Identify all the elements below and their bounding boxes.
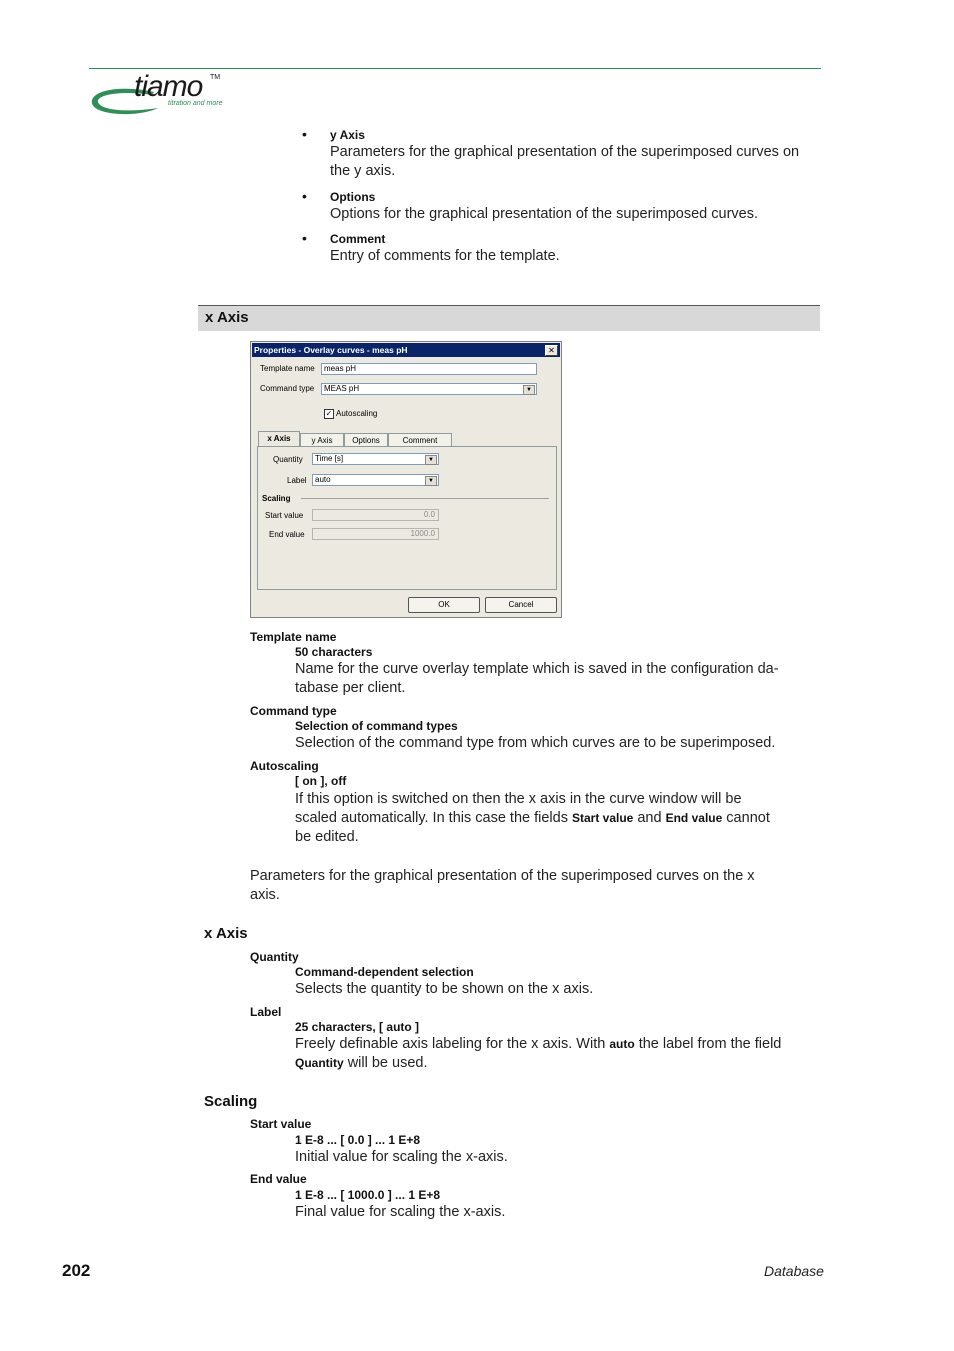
param-title-start-value: Start value — [250, 1117, 312, 1131]
chevron-down-icon[interactable]: ▼ — [425, 476, 437, 486]
param-title-label: Label — [250, 1005, 282, 1019]
param-sub-start-value: 1 E-8 ... [ 0.0 ] ... 1 E+8 — [295, 1133, 421, 1147]
end-value-label: End value — [269, 530, 305, 539]
footer-section: Database — [764, 1263, 824, 1279]
header-rule — [89, 68, 821, 69]
scaling-divider — [301, 498, 549, 499]
scaling-group-label: Scaling — [262, 494, 291, 503]
param-title-quantity: Quantity — [250, 950, 299, 964]
autoscaling-checkbox[interactable]: ✓ — [325, 409, 333, 418]
intro-text-1: Parameters for the graphical presentation of the superimposed curves on the x — [250, 868, 755, 884]
end-value-input[interactable]: 1000.0 — [312, 528, 439, 540]
label-value: auto — [315, 475, 331, 484]
command-type-value: MEAS pH — [324, 384, 360, 393]
param-text-template-name-2: tabase per client. — [295, 680, 406, 696]
bullet-text-y-axis: Parameters for the graphical presentation of the superimposed curves on the y axis. — [330, 144, 800, 179]
param-sub-label: 25 characters, [ auto ] — [295, 1020, 420, 1034]
param-text-start-value: Initial value for scaling the x-axis. — [295, 1149, 508, 1165]
bullet-dot-icon: • — [302, 126, 307, 142]
start-value-label: Start value — [265, 511, 304, 520]
param-text-label-2: Quantity will be used. — [295, 1055, 428, 1071]
tab-options[interactable]: Options — [344, 433, 388, 446]
param-sub-command-type: Selection of command types — [295, 719, 458, 733]
tab-y-axis[interactable]: y Axis — [300, 433, 344, 446]
param-title-end-value: End value — [250, 1172, 307, 1186]
dialog-title: Properties - Overlay curves - meas pH — [254, 345, 408, 355]
command-type-label: Command type — [260, 384, 315, 393]
logo-tagline: titration and more — [168, 100, 223, 107]
tiamo-logo — [88, 70, 238, 118]
param-sub-autoscaling: [ on ], off — [295, 774, 347, 788]
param-sub-quantity: Command-dependent selection — [295, 965, 474, 979]
intro-text-2: axis. — [250, 887, 280, 903]
close-icon[interactable]: ✕ — [545, 345, 558, 356]
inline-auto: auto — [609, 1037, 635, 1051]
bullet-dot-icon: • — [302, 188, 307, 204]
bullet-text-options: Options for the graphical presentation of the superimposed curves. — [330, 206, 758, 222]
inline-end-value: End value — [665, 811, 723, 825]
properties-dialog — [250, 341, 562, 618]
inline-start-value: Start value — [571, 811, 634, 825]
param-title-autoscaling: Autoscaling — [250, 759, 319, 773]
tab-comment[interactable]: Comment — [388, 433, 452, 446]
label-label: Label — [287, 476, 307, 485]
quantity-value: Time [s] — [315, 454, 344, 463]
quantity-select[interactable] — [312, 453, 439, 465]
inline-quantity: Quantity — [295, 1056, 344, 1070]
param-text-autoscaling-2: scaled automatically. In this case the fields Start value and End value cannot — [295, 810, 770, 826]
bullet-text-comment: Entry of comments for the template. — [330, 248, 560, 264]
label-select[interactable] — [312, 474, 439, 486]
chevron-down-icon[interactable]: ▼ — [523, 385, 535, 395]
param-sub-end-value: 1 E-8 ... [ 1000.0 ] ... 1 E+8 — [295, 1188, 441, 1202]
bullet-title-options: Options — [330, 190, 376, 204]
quantity-label: Quantity — [273, 455, 303, 464]
autoscaling-label: Autoscaling — [336, 409, 378, 418]
cancel-button[interactable]: Cancel — [485, 597, 557, 613]
bullet-dot-icon: • — [302, 230, 307, 246]
page-number: 202 — [62, 1261, 91, 1280]
param-text-label-1: Freely definable axis labeling for the x axis. With auto the label from the field — [295, 1036, 782, 1052]
param-title-command-type: Command type — [250, 704, 337, 718]
section-bar-title: x Axis — [205, 309, 249, 326]
param-text-autoscaling-3: be edited. — [295, 829, 359, 845]
param-text-end-value: Final value for scaling the x-axis. — [295, 1204, 506, 1220]
param-text-autoscaling-1: If this option is switched on then the x axis in the curve window will be — [295, 791, 742, 807]
dialog-titlebar — [252, 343, 560, 357]
chevron-down-icon[interactable]: ▼ — [425, 455, 437, 465]
param-sub-template-name: 50 characters — [295, 645, 373, 659]
start-value-input[interactable]: 0.0 — [312, 509, 439, 521]
param-text-template-name-1: Name for the curve overlay template which is saved in the configuration da- — [295, 661, 779, 677]
bullet-title-y-axis: y Axis — [330, 128, 365, 142]
command-type-select[interactable] — [321, 383, 537, 395]
param-title-template-name: Template name — [250, 630, 337, 644]
x-axis-heading: x Axis — [204, 925, 248, 942]
template-name-label: Template name — [260, 364, 315, 373]
logo-word: tiamo — [134, 70, 203, 103]
param-text-command-type: Selection of the command type from which curves are to be superimposed. — [295, 735, 776, 751]
logo-trademark: TM — [210, 74, 221, 81]
section-bar — [198, 305, 820, 331]
scaling-heading: Scaling — [204, 1093, 258, 1110]
param-text-quantity: Selects the quantity to be shown on the x axis. — [295, 981, 594, 997]
bullet-title-comment: Comment — [330, 232, 386, 246]
tab-x-axis[interactable]: x Axis — [258, 431, 300, 447]
template-name-input[interactable]: meas pH — [321, 363, 537, 375]
ok-button[interactable]: OK — [408, 597, 480, 613]
